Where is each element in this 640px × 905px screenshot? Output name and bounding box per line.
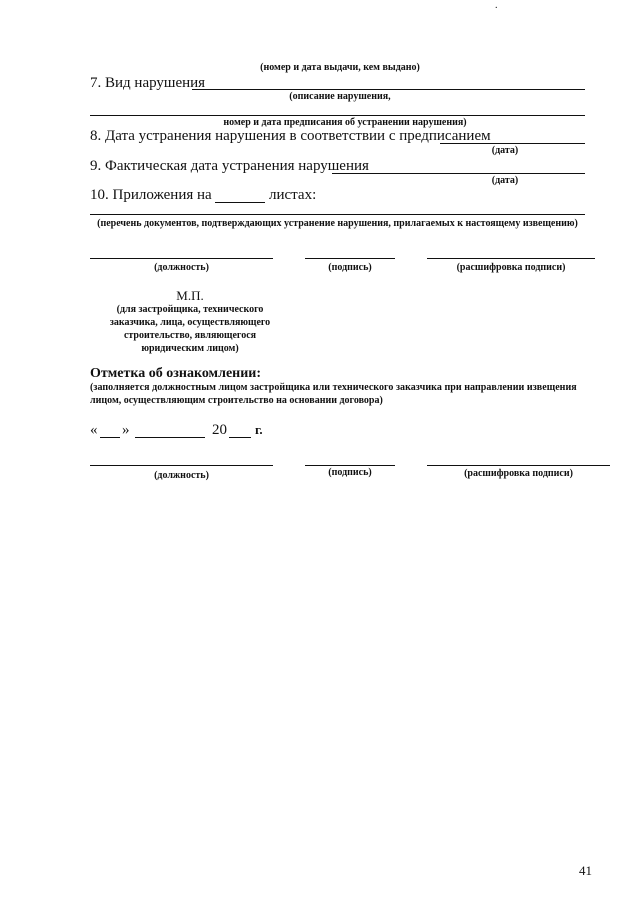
sig2-position-line [90, 465, 273, 466]
sig2-decoding-line [427, 465, 610, 466]
item10-caption: (перечень документов, подтверждающих устранение нарушения, прилагаемых к настоящему извещению) [97, 218, 578, 229]
date-year-suffix: г. [255, 422, 263, 437]
sig1-position-caption: (должность) [154, 262, 209, 273]
item10-label-end: листах: [269, 187, 317, 203]
issue-caption: (номер и дата выдачи, кем выдано) [260, 62, 420, 73]
stamp-line3: строительство, являющегося [123, 330, 257, 341]
sig2-decoding-caption: (расшифровка подписи) [464, 468, 573, 479]
item9-date-line [332, 173, 585, 174]
scan-mark: . [495, 0, 498, 11]
item7-caption2: номер и дата предписания об устранении нарушения) [223, 117, 467, 128]
item8-date-line [440, 143, 585, 144]
acknowledgement-title: Отметка об ознакомлении: [90, 366, 262, 381]
item10-sheets-line [215, 202, 265, 203]
item7-field-line [192, 89, 585, 90]
sig1-position-line [90, 258, 273, 259]
sig2-sign-line [305, 465, 395, 466]
date-quote-open: « [90, 422, 98, 438]
date-quote-close: » [122, 422, 130, 438]
acknowledgement-text2: лицом, осуществляющим строительство на основании договора) [90, 395, 383, 406]
item8-label: 8. Дата устранения нарушения в соответствии с предписанием [90, 128, 491, 144]
date-year-prefix: 20 [212, 422, 227, 438]
stamp-line2: заказчика, лица, осуществляющего [109, 317, 271, 328]
sig2-sign-caption: (подпись) [328, 467, 372, 478]
sig1-sign-caption: (подпись) [328, 262, 372, 273]
page-number: 41 [579, 863, 592, 878]
date-year-line [229, 437, 251, 438]
date-day-line [100, 437, 120, 438]
stamp-line4: юридическим лицом) [141, 343, 239, 354]
item9-label: 9. Фактическая дата устранения нарушения [90, 158, 369, 174]
item7-label: 7. Вид нарушения [90, 75, 206, 91]
item7-caption1: (описание нарушения, [289, 91, 391, 102]
item7-field-line2 [90, 115, 585, 116]
stamp-line1: (для застройщика, технического [116, 304, 264, 315]
sig1-decoding-line [427, 258, 595, 259]
item8-caption: (дата) [491, 145, 519, 156]
sig1-decoding-caption: (расшифровка подписи) [456, 262, 566, 273]
acknowledgement-text1: (заполняется должностным лицом застройщика или технического заказчика при направлении извещения [90, 382, 577, 393]
item9-caption: (дата) [491, 175, 519, 186]
sig1-sign-line [305, 258, 395, 259]
item10-list-line [90, 214, 585, 215]
date-month-line [135, 437, 205, 438]
item10-label-start: 10. Приложения на [90, 187, 212, 203]
stamp-mp: М.П. [176, 288, 204, 303]
sig2-position-caption: (должность) [154, 470, 209, 481]
